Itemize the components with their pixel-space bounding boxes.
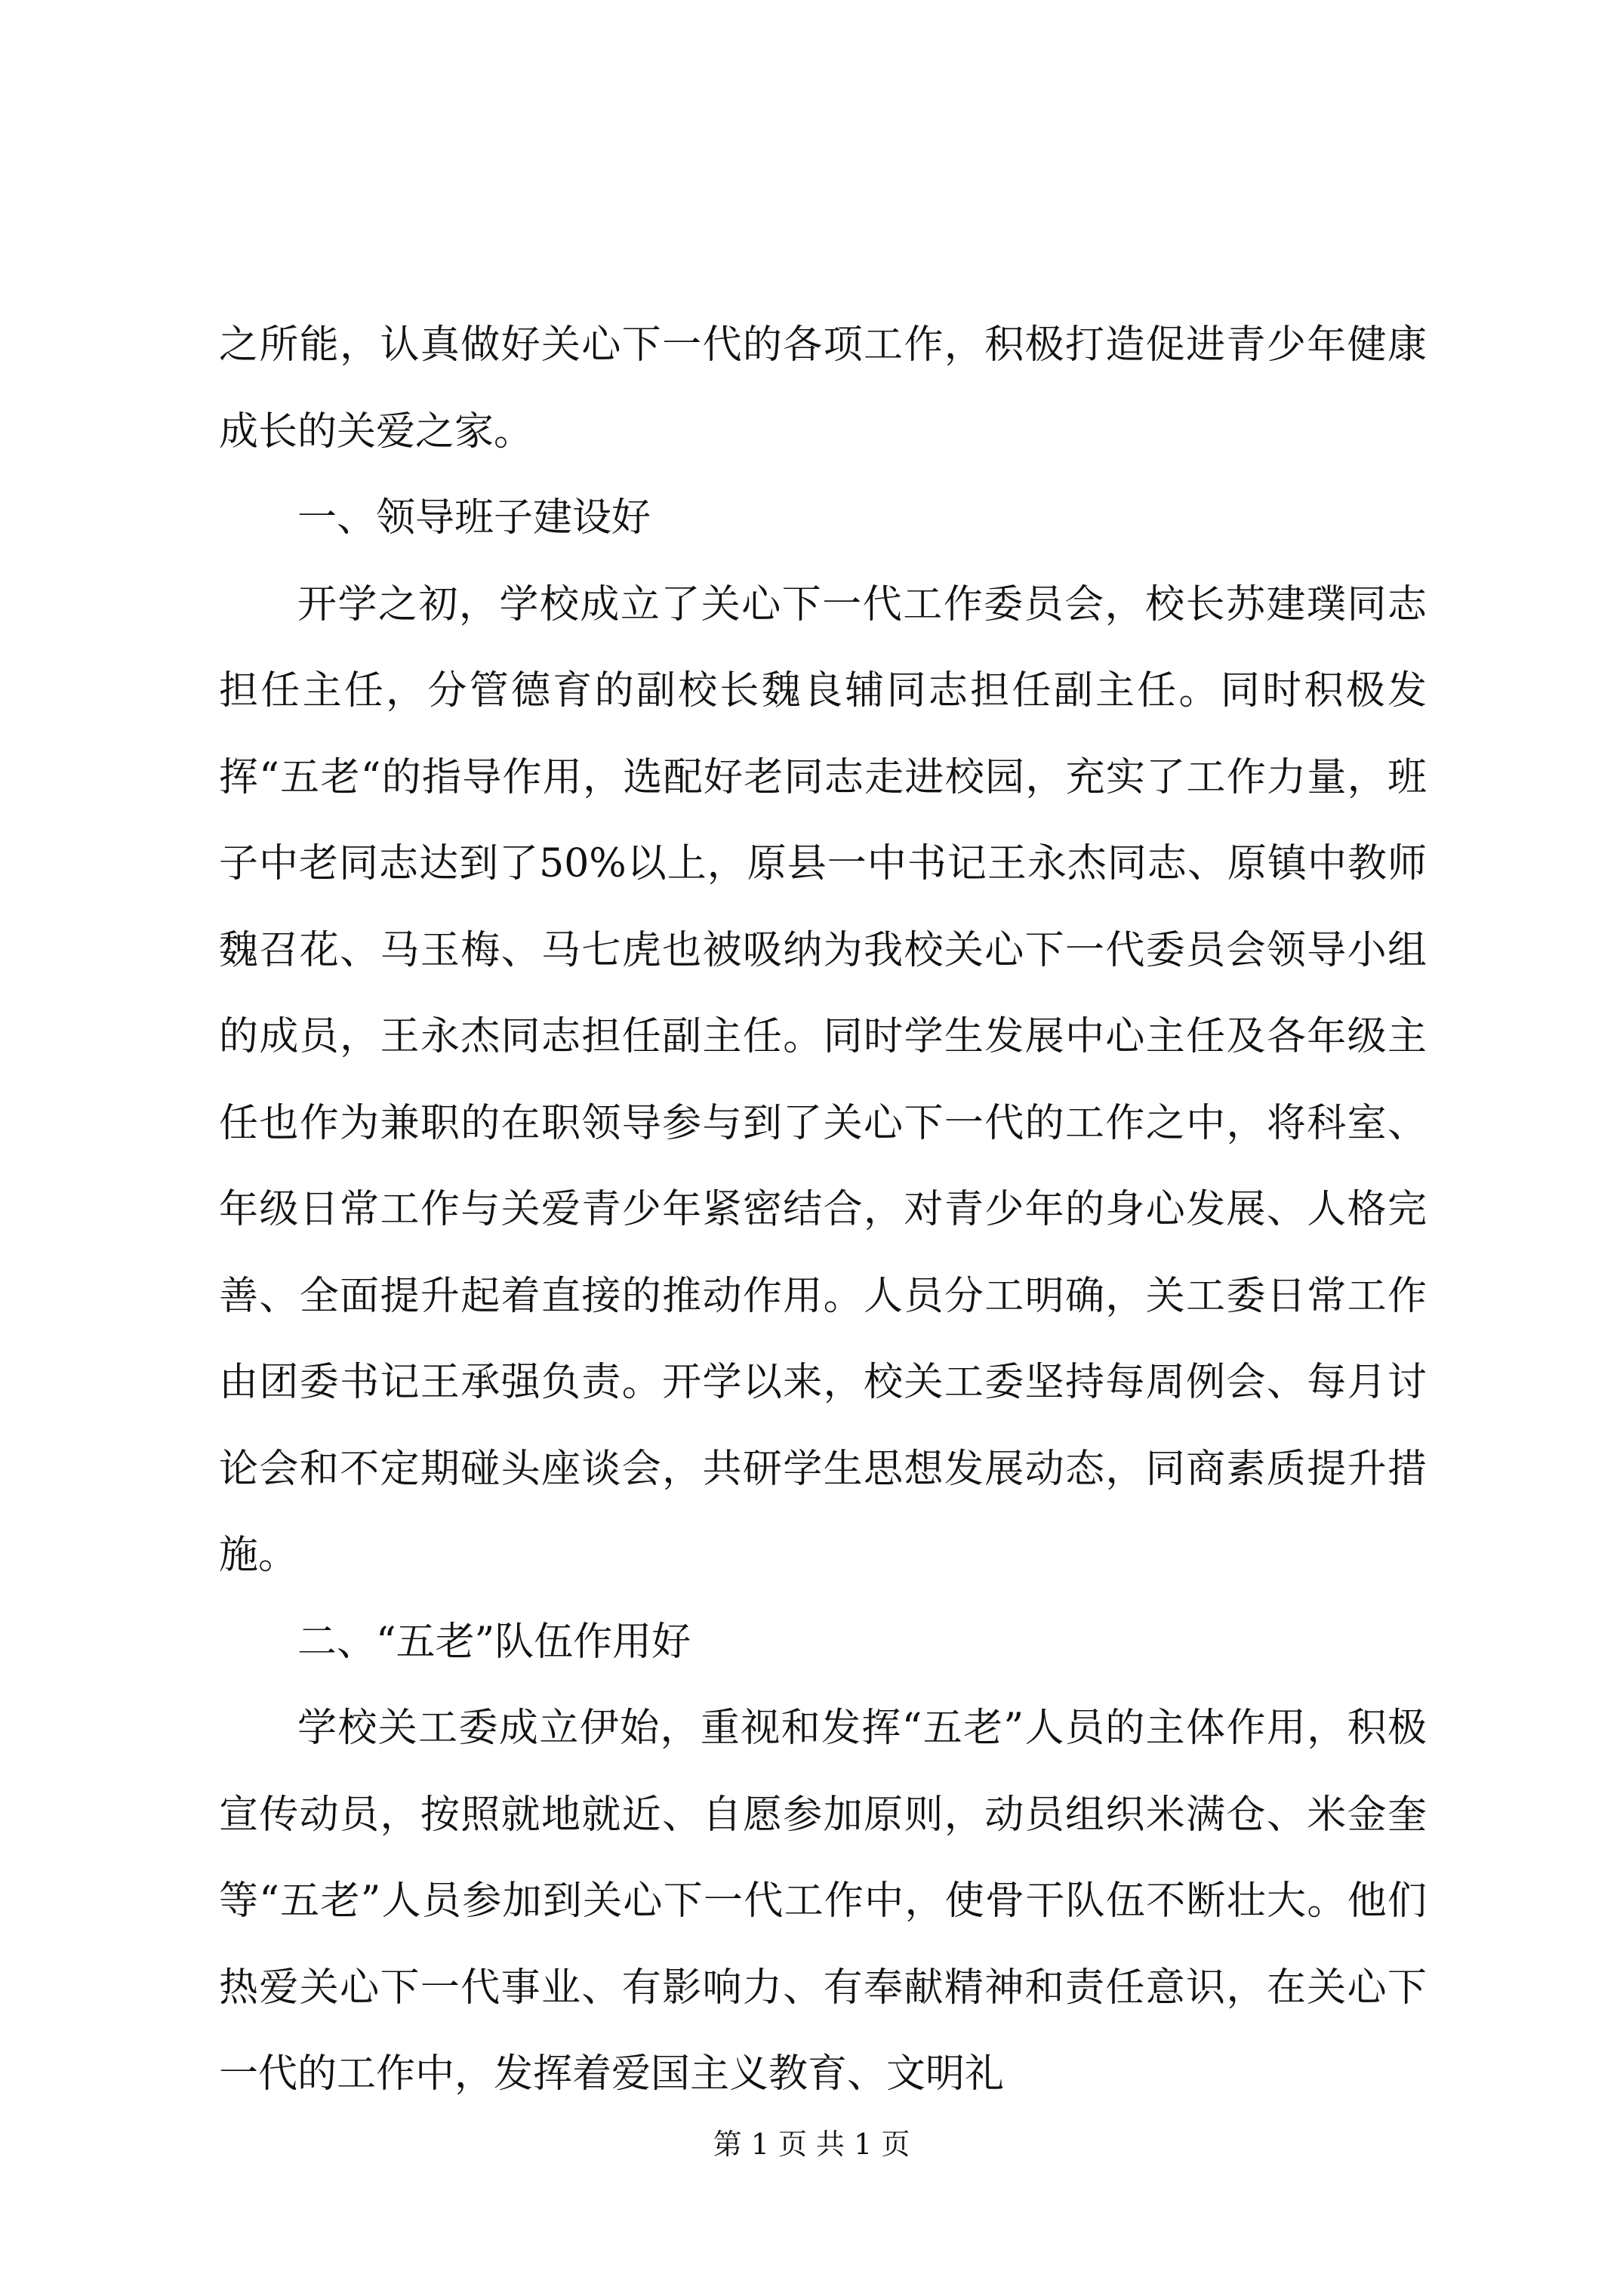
paragraph: 之所能，认真做好关心下一代的各项工作，积极打造促进青少年健康成长的关爱之家。 xyxy=(219,322,1427,455)
section-heading-1: 一、领导班子建设好 xyxy=(297,495,651,541)
section-heading-2: 二、“五老”队伍作用好 xyxy=(297,1619,691,1665)
page-footer: 第 1 页 共 1 页 xyxy=(713,2128,910,2161)
document-body xyxy=(219,302,1427,2118)
paragraph: 开学之初，学校成立了关心下一代工作委员会，校长苏建璞同志担任主任，分管德育的副校长魏良辅同志担任副主任。同时积极发挥“五老“的指导作用，选配好老同志走进校园，充实了工作力量，班子中老同志达到了50%以上，原县一中书记王永杰同志、原镇中教师魏召花、马玉梅、马七虎也被吸纳为我校关心下一代委员会领导小组的成员，王永杰同志担任副主任。同时学生发展中心主任及各年级主任也作为兼职的在职领导参与到了关心下一代的工作之中，将科室、年级日常工作与关爱青少年紧密结合，对青少年的身心发展、人格完善、全面提升起着直接的推动作用。人员分工明确，关工委日常工作由团委书记王承强负责。开学以来，校关工委坚持每周例会、每月讨论会和不定期碰头座谈会，共研学生思想发展动态，同商素质提升措施。 xyxy=(219,581,1427,1578)
paragraph: 学校关工委成立伊始，重视和发挥“五老”人员的主体作用，积极宣传动员，按照就地就近、自愿参加原则，动员组织米满仓、米金奎等“五老”人员参加到关心下一代工作中，使骨干队伍不断壮大。他们热爱关心下一代事业、有影响力、有奉献精神和责任意识，在关心下一代的工作中，发挥着爱国主义教育、文明礼 xyxy=(219,1706,1427,2097)
